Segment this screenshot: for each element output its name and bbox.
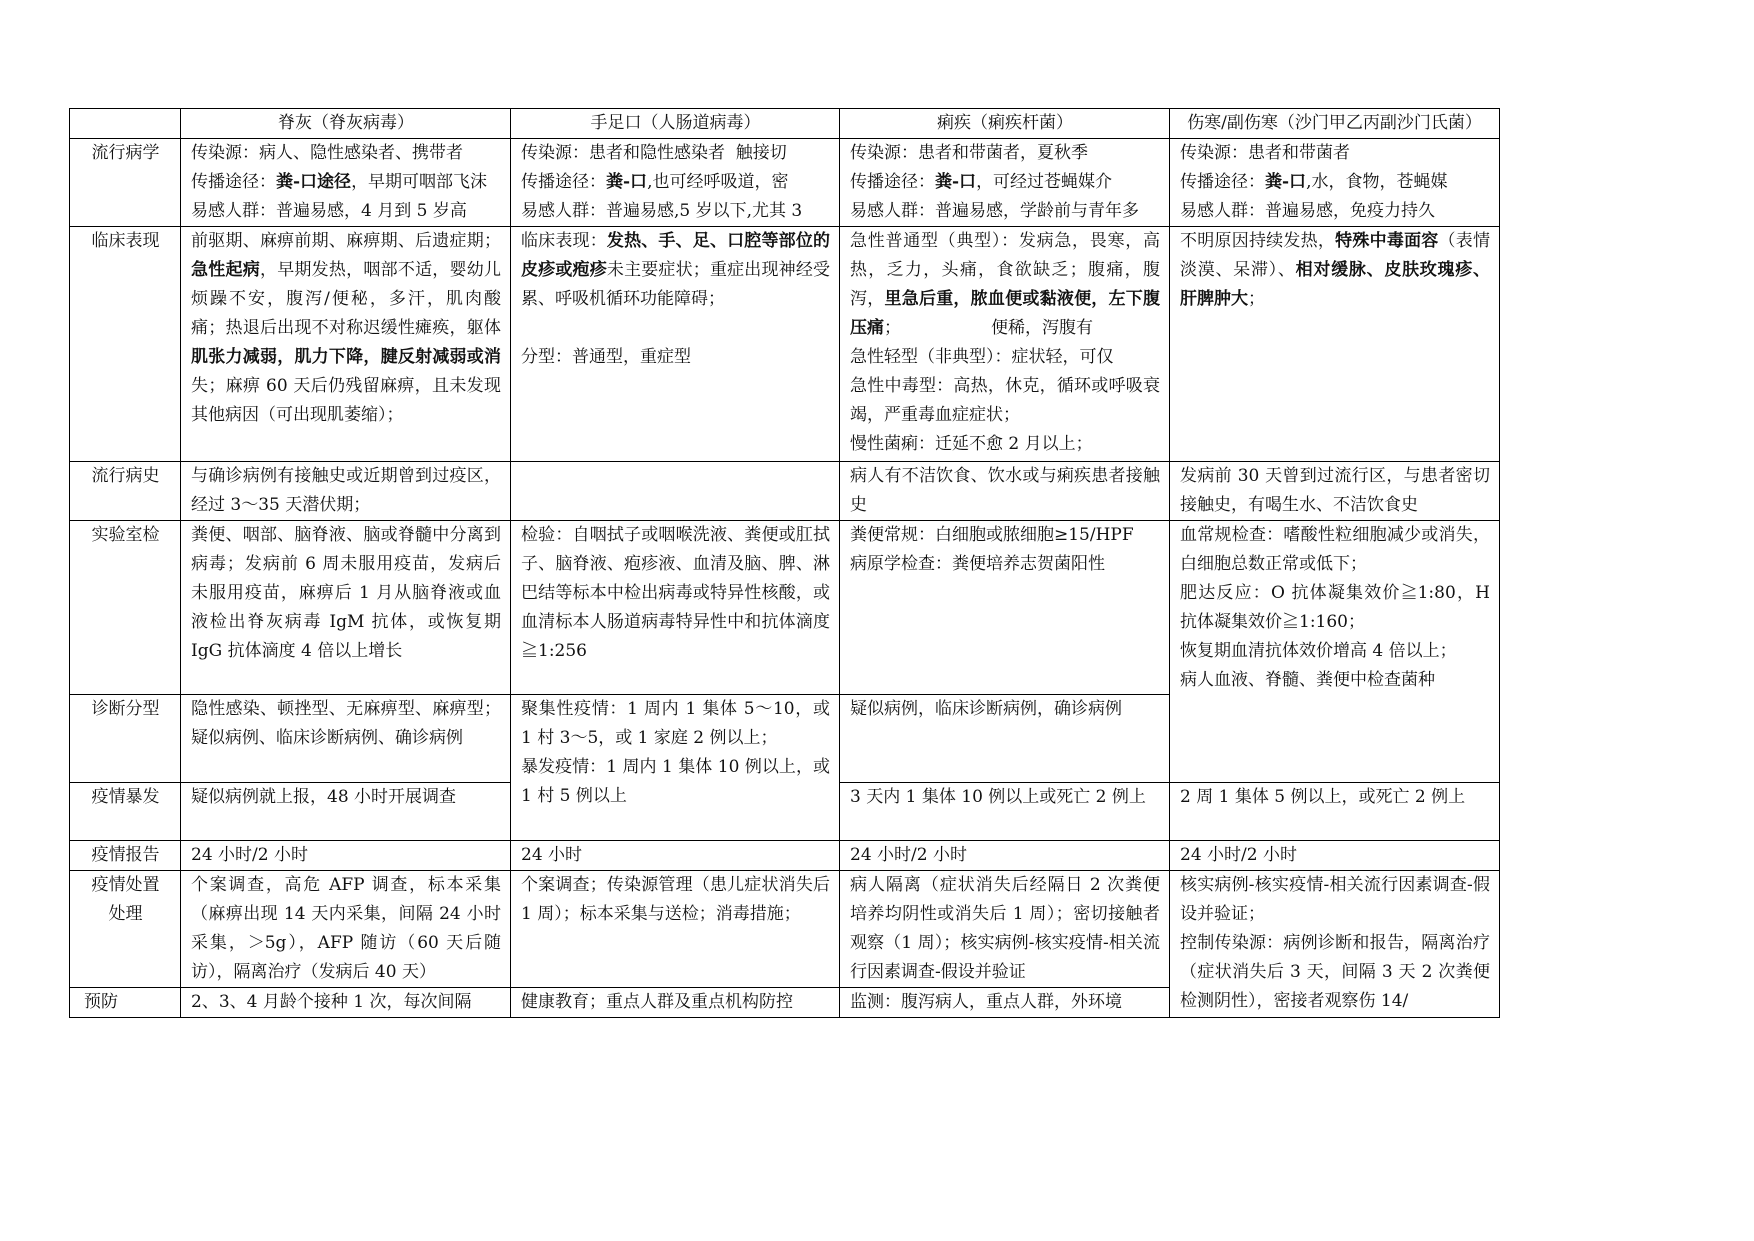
epi-typhoid-susceptible: 易感人群：普遍易感，免疫力持久 — [1180, 201, 1435, 221]
cell-lab-dysentery: 粪便常规：白细胞或脓细胞≥15/HPF 病原学检查：粪便培养志贺菌阳性 — [840, 521, 1170, 695]
cell-handling-dysentery: 病人隔离（症状消失后经隔日 2 次粪便培养均阴性或消失后 1 周）；密切接触者观察（1 周）；核实病例-核实疫情-相关流行因素调查-假设并验证 — [840, 871, 1170, 988]
cell-prevention-polio: 2、3、4 月龄个接种 1 次，每次间隔 — [181, 988, 511, 1018]
cell-lab-polio: 粪便、咽部、脑脊液、脑或脊髓中分离到病毒；发病前 6 周未服用疫苗，发病后未服用疫苗，麻痹后 1 月从脑脊液或血液检出脊灰病毒 IgM 抗体，或恢复期 IgG 抗体滴度 4 倍以上增长 — [181, 521, 511, 695]
cell-outbreak-polio: 疑似病例就上报，48 小时开展调查 — [181, 783, 511, 841]
row-history — [70, 462, 1500, 521]
row-label-outbreak: 疫情暴发 — [70, 783, 181, 841]
cell-diag-hfmd: 聚集性疫情：1 周内 1 集体 5～10，或 1 村 3～5，或 1 家庭 2 例以上； 暴发疫情：1 周内 1 集体 10 例以上，或 1 村 5 例以上 — [511, 695, 840, 841]
cell-history-hfmd — [511, 462, 840, 521]
epi-typhoid-source: 传染源：患者和带菌者 — [1180, 143, 1350, 163]
header-blank — [70, 109, 181, 139]
cell-diag-polio: 隐性感染、顿挫型、无麻痹型、麻痹型；疑似病例、临床诊断病例、确诊病例 — [181, 695, 511, 783]
epi-hfmd-route: 传播途径：粪-口,也可经呼吸道，密 — [521, 172, 789, 192]
cell-report-typhoid: 24 小时/2 小时 — [1170, 841, 1500, 871]
cell-outbreak-typhoid: 2 周 1 集体 5 例以上，或死亡 2 例上 — [1170, 783, 1500, 841]
row-label-epidemiology: 流行病学 — [70, 139, 181, 227]
row-handling — [70, 871, 1500, 988]
cell-prevention-dysentery: 监测：腹泻病人，重点人群，外环境 — [840, 988, 1170, 1018]
epi-dysentery-susceptible: 易感人群：普遍易感，学龄前与青年多 — [850, 201, 1139, 221]
epi-polio-susceptible: 易感人群：普遍易感，4 月到 5 岁高 — [191, 201, 467, 221]
row-label-handling: 疫情处置 处理 — [70, 871, 181, 988]
epi-dysentery-route: 传播途径：粪-口，可经过苍蝇媒介 — [850, 172, 1113, 192]
cell-handling-hfmd: 个案调查；传染源管理（患儿症状消失后 1 周）；标本采集与送检；消毒措施； — [511, 871, 840, 988]
cell-epi-polio — [181, 139, 511, 227]
header-dysentery: 痢疾（痢疾杆菌） — [840, 109, 1170, 139]
cell-epi-hfmd — [511, 139, 840, 227]
epi-polio-source: 传染源：病人、隐性感染者、携带者 — [191, 143, 463, 163]
cell-history-dysentery: 病人有不洁饮食、饮水或与痢疾患者接触史 — [840, 462, 1170, 521]
row-label-diagnosis: 诊断分型 — [70, 695, 181, 783]
disease-comparison-table — [69, 108, 1500, 1018]
cell-report-hfmd: 24 小时 — [511, 841, 840, 871]
header-row — [70, 109, 1500, 139]
epi-polio-route: 传播途径：粪-口途径，早期可咽部飞沫 — [191, 172, 488, 192]
cell-prevention-hfmd: 健康教育；重点人群及重点机构防控 — [511, 988, 840, 1018]
cell-outbreak-dysentery: 3 天内 1 集体 10 例以上或死亡 2 例上 — [840, 783, 1170, 841]
epi-dysentery-source: 传染源：患者和带菌者，夏秋季 — [850, 143, 1088, 163]
cell-clinical-dysentery: 急性普通型（典型）：发病急，畏寒，高热，乏力，头痛，食欲缺乏；腹痛，腹泻，里急后重，脓血便或黏液便，左下腹压痛； 便稀，泻腹有 急性轻型（非典型）：症状轻，可仅 急性中毒型：高热，休克，循环或呼吸衰竭，严重毒血症症状； 慢性菌痢：迁延不愈 2 月以上； — [840, 227, 1170, 462]
row-label-clinical: 临床表现 — [70, 227, 181, 462]
cell-diag-dysentery: 疑似病例，临床诊断病例，确诊病例 — [840, 695, 1170, 783]
cell-handling-polio: 个案调查，高危 AFP 调查，标本采集（麻痹出现 14 天内采集，间隔 24 小时采集，＞5g），AFP 随访（60 天后随访），隔离治疗（发病后 40 天） — [181, 871, 511, 988]
row-clinical — [70, 227, 1500, 462]
row-epidemiology — [70, 139, 1500, 227]
cell-epi-typhoid — [1170, 139, 1500, 227]
cell-clinical-polio: 前驱期、麻痹前期、麻痹期、后遗症期；急性起病，早期发热，咽部不适，婴幼儿烦躁不安，腹泻/便秘，多汗，肌肉酸痛；热退后出现不对称迟缓性瘫痪，躯体肌张力减弱，肌力下降，腱反射减弱或消失；麻痹 60 天后仍残留麻痹，且未发现其他病因（可出现肌萎缩）； — [181, 227, 511, 462]
row-label-prevention: 预防 — [70, 988, 181, 1018]
cell-clinical-hfmd: 临床表现：发热、手、足、口腔等部位的皮疹或疱疹未主要症状；重症出现神经受累、呼吸机循环功能障碍； 分型：普通型，重症型 — [511, 227, 840, 462]
epi-typhoid-route: 传播途径：粪-口,水，食物，苍蝇媒 — [1180, 172, 1448, 192]
row-label-report: 疫情报告 — [70, 841, 181, 871]
cell-epi-dysentery — [840, 139, 1170, 227]
cell-report-dysentery: 24 小时/2 小时 — [840, 841, 1170, 871]
row-report — [70, 841, 1500, 871]
epi-hfmd-source: 传染源：患者和隐性感染者 触接切 — [521, 143, 787, 163]
cell-clinical-typhoid: 不明原因持续发热，特殊中毒面容（表情淡漠、呆滞）、相对缓脉、皮肤玫瑰疹、肝脾肿大； — [1170, 227, 1500, 462]
row-label-lab: 实验室检 — [70, 521, 181, 695]
row-label-history: 流行病史 — [70, 462, 181, 521]
cell-report-polio: 24 小时/2 小时 — [181, 841, 511, 871]
header-hfmd: 手足口（人肠道病毒） — [511, 109, 840, 139]
clinical-hfmd-types: 分型：普通型，重症型 — [521, 347, 691, 367]
header-typhoid: 伤寒/副伤寒（沙门甲乙丙副沙门氏菌） — [1170, 109, 1500, 139]
epi-hfmd-susceptible: 易感人群：普遍易感,5 岁以下,尤其 3 — [521, 201, 803, 221]
header-polio: 脊灰（脊灰病毒） — [181, 109, 511, 139]
cell-history-polio: 与确诊病例有接触史或近期曾到过疫区，经过 3～35 天潜伏期； — [181, 462, 511, 521]
row-lab — [70, 521, 1500, 695]
cell-history-typhoid: 发病前 30 天曾到过流行区，与患者密切接触史，有喝生水、不洁饮食史 — [1170, 462, 1500, 521]
cell-lab-hfmd: 检验：自咽拭子或咽喉洗液、粪便或肛拭子、脑脊液、疱疹液、血清及脑、脾、淋巴结等标本中检出病毒或特异性核酸，或血清标本人肠道病毒特异性中和抗体滴度≧1:256 — [511, 521, 840, 695]
cell-handling-typhoid: 核实病例-核实疫情-相关流行因素调查-假设并验证； 控制传染源：病例诊断和报告，隔离治疗（症状消失后 3 天，间隔 3 天 2 次粪便检测阴性），密接者观察伤 14/ — [1170, 871, 1500, 1018]
cell-lab-typhoid: 血常规检查：嗜酸性粒细胞减少或消失，白细胞总数正常或低下； 肥达反应：O 抗体凝集效价≧1:80，H 抗体凝集效价≧1:160； 恢复期血清抗体效价增高 4 倍以上； 病人血液、脊髓、粪便中检查菌种 — [1170, 521, 1500, 783]
